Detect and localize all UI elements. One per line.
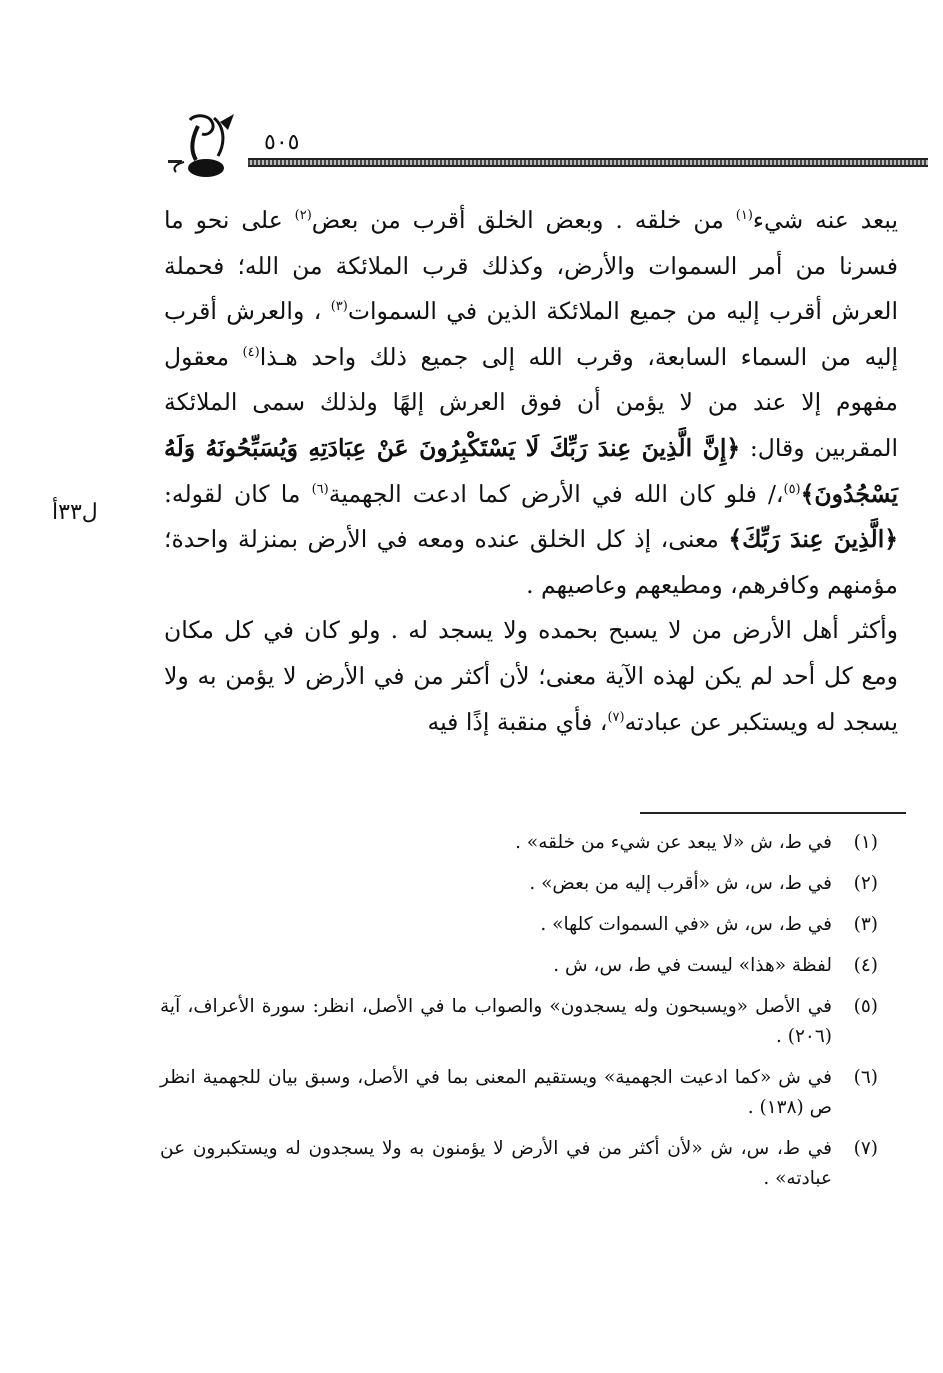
footnote-text: في ط، س، ش «أقرب إليه من بعض» . bbox=[529, 873, 832, 894]
main-text bbox=[164, 198, 898, 745]
footnote-marker: (٦) bbox=[311, 481, 329, 497]
text-run: من خلقه . وبعض الخلق أقرب من بعض bbox=[311, 206, 736, 234]
footnote-number: (٣) bbox=[853, 914, 878, 935]
manuscript-folio-note: ل٣٣أ bbox=[52, 500, 98, 525]
text-run: ، فأي منقبة إذًا فيه bbox=[427, 707, 608, 736]
footnote-marker: (٧) bbox=[607, 709, 625, 725]
text-run: يبعد عنه شيء bbox=[752, 206, 899, 234]
text-run: معنى، إذ كل الخلق عنده ومعه في الأرض بمنزلة واحدة؛مؤمنهم وكافرهم، ومطيعهم وعاصيهم . bbox=[164, 525, 898, 599]
footnote-item bbox=[160, 869, 878, 899]
footnote-marker: (٢) bbox=[294, 208, 312, 224]
quran-verse: ﴿الَّذِينَ عِندَ رَبِّكَ﴾ bbox=[728, 525, 899, 554]
footnote-text: لفظة «هذا» ليست في ط، س، ش . bbox=[553, 955, 832, 976]
footnote-marker: (٥) bbox=[783, 481, 801, 497]
text-run: على نحو ما فسرنا من أمر السموات والأرض، وكذلك قرب الملائكة من الله؛ فحملة العرش أقرب إليه من جميع الملائكة الذين في السموات bbox=[164, 206, 898, 326]
footnote-number: (٤) bbox=[853, 955, 878, 976]
footnote-item bbox=[160, 951, 878, 981]
footnote-marker: (١) bbox=[735, 208, 753, 224]
footnote-text: في ط، س، ش «في السموات كلها» . bbox=[540, 914, 832, 935]
footnote-item bbox=[160, 1063, 878, 1123]
footnote-item bbox=[160, 828, 878, 858]
paragraph-2 bbox=[164, 608, 898, 745]
footnote-number: (٥) bbox=[853, 996, 878, 1017]
footnotes bbox=[160, 828, 878, 1205]
page-header bbox=[168, 112, 928, 184]
footnote-separator bbox=[640, 812, 906, 814]
header-rule-left bbox=[168, 160, 182, 163]
footnote-item bbox=[160, 1134, 878, 1194]
paragraph-1 bbox=[164, 198, 898, 608]
text-run: ما كان لقوله: bbox=[164, 479, 312, 508]
text-run: ، والعرش أقرب إليه من السماء السابعة، وقرب الله إلى جميع ذلك واحد هـذا bbox=[164, 297, 899, 371]
footnote-item bbox=[160, 992, 878, 1052]
footnote-text: في ط، س، ش «لأن أكثر من في الأرض لا يؤمنون به ولا يسجدون له ويستكبرون عن عبادته» . bbox=[160, 1138, 832, 1189]
page-number: ٥٠٥ bbox=[264, 130, 300, 155]
quill-inkwell-icon bbox=[168, 112, 248, 182]
text-run: وأكثر أهل الأرض من لا يسبح بحمده ولا يسجد له . ولو كان في كل مكان ومع كل أحد لم يكن لهذه الآية معنى؛ لأن أكثر من في الأرض لا يؤمن به ولا يسجد له ويستكبر عن عبادته bbox=[164, 616, 898, 736]
footnote-text: في الأصل «ويسبحون وله يسجدون» والصواب ما في الأصل، انظر: سورة الأعراف، آية (٢٠٦) . bbox=[160, 996, 832, 1047]
header-rule bbox=[248, 158, 928, 167]
footnote-number: (١) bbox=[853, 832, 878, 853]
text-run: معقول مفهوم إلا عند من لا يؤمن أن فوق العرش إلهًا ولذلك سمى الملائكة المقربين وقال: bbox=[164, 342, 899, 462]
footnote-item bbox=[160, 910, 878, 940]
footnote-number: (٢) bbox=[853, 873, 878, 894]
footnote-text: في ط، ش «لا يبعد عن شيء من خلقه» . bbox=[515, 832, 832, 853]
footnote-marker: (٤) bbox=[242, 344, 260, 360]
text-run: ،/ فلو كان الله في الأرض كما ادعت الجهمية bbox=[328, 479, 784, 508]
quran-verse: ﴿إِنَّ الَّذِينَ عِندَ رَبِّكَ لَا يَسْتَكْبِرُونَ عَنْ عِبَادَتِهِ وَيُسَبِّحُونَهُ وَلَهُ يَسْجُدُونَ﴾ bbox=[164, 433, 899, 508]
footnote-marker: (٣) bbox=[330, 299, 348, 315]
footnote-text: في ش «كما ادعيت الجهمية» ويستقيم المعنى بما في الأصل، وسبق بيان للجهمية انظر ص (١٣٨) . bbox=[160, 1067, 832, 1118]
footnote-number: (٧) bbox=[853, 1138, 878, 1159]
footnote-number: (٦) bbox=[853, 1067, 878, 1088]
